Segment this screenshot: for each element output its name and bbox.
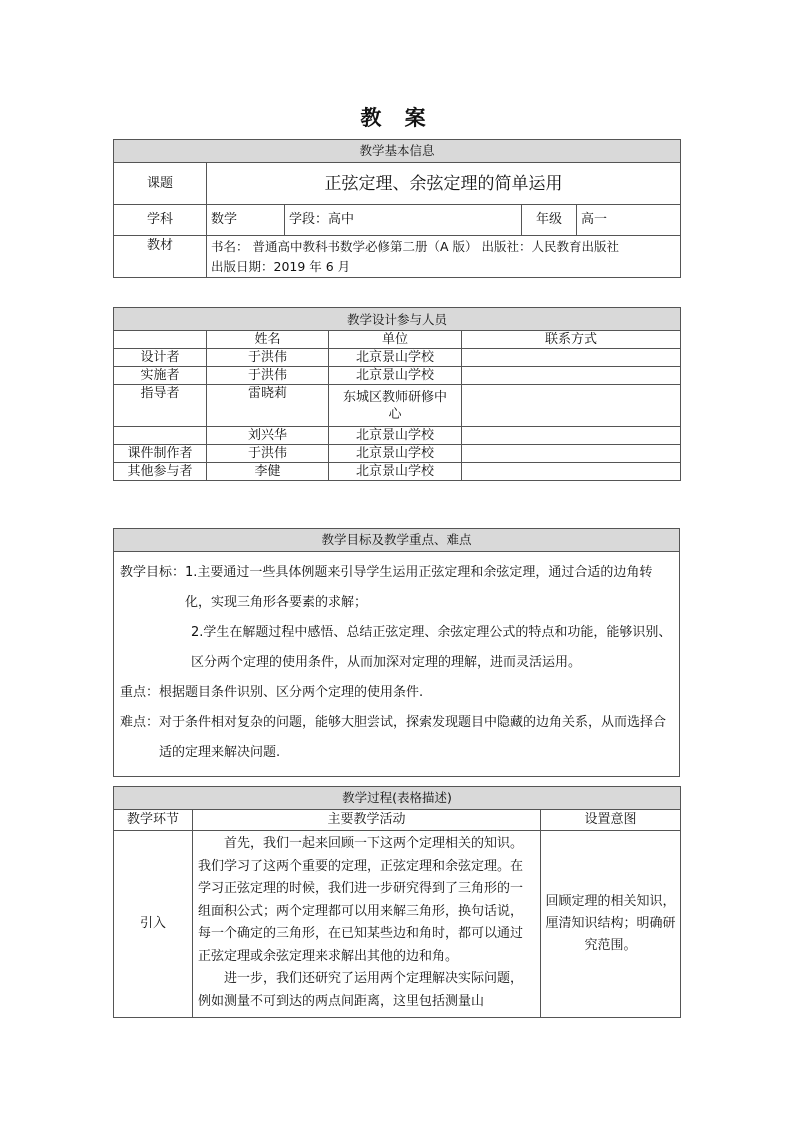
contact-cell	[462, 385, 681, 427]
role-cell: 其他参与者	[114, 463, 207, 481]
process-table	[113, 786, 681, 1018]
activity-paragraph-2: 进一步，我们还研究了运用两个定理解决实际问题，例如测量不可到达的两点间距离，这里包括测量山	[198, 971, 524, 1009]
table-row	[114, 463, 681, 481]
table-row	[114, 385, 681, 427]
role-cell: 实施者	[114, 367, 207, 385]
topic-value: 正弦定理、余弦定理的简单运用	[207, 163, 681, 205]
goal-2: 2.学生在解题过程中感悟、总结正弦定理、余弦定理公式的特点和功能，能够识别、区分两个定理的使用条件，从而加深对定理的理解，进而灵活运用。	[191, 625, 672, 670]
goals-header: 教学目标及教学重点、难点	[114, 529, 680, 552]
unit-cell: 北京景山学校	[329, 367, 462, 385]
textbook-label: 教材	[114, 236, 207, 278]
role-cell: 设计者	[114, 349, 207, 367]
goal-1: 1.主要通过一些具体例题来引导学生运用正弦定理和余弦定理，通过合适的边角转化，实现三角形各要素的求解；	[185, 565, 653, 610]
name-cell: 于洪伟	[207, 367, 329, 385]
process-header: 教学过程(表格描述)	[114, 787, 681, 810]
unit-cell: 北京景山学校	[329, 349, 462, 367]
col-activity: 主要教学活动	[193, 810, 541, 831]
unit-cell: 北京景山学校	[329, 445, 462, 463]
unit-cell: 北京景山学校	[329, 463, 462, 481]
goals-table	[113, 528, 680, 777]
col-role	[114, 331, 207, 349]
name-cell: 刘兴华	[207, 427, 329, 445]
stage-value: 高中	[328, 212, 355, 227]
table-row	[114, 349, 681, 367]
table-row	[114, 367, 681, 385]
subject-label: 学科	[114, 205, 207, 236]
col-name: 姓名	[207, 331, 329, 349]
col-stage: 教学环节	[114, 810, 193, 831]
topic-label: 课题	[114, 163, 207, 205]
textbook-line2: 出版日期：2019 年 6 月	[211, 258, 351, 274]
stage-label: 学段：	[289, 212, 329, 227]
grade-value: 高一	[577, 205, 681, 236]
name-cell: 于洪伟	[207, 349, 329, 367]
difficulty-text: 对于条件相对复杂的问题，能够大胆尝试，探索发现题目中隐藏的边角关系，从而选择合适的定理来解决问题.	[159, 715, 667, 760]
contact-cell	[462, 463, 681, 481]
stage-cell: 引入	[114, 831, 193, 1018]
stage-cell	[285, 205, 522, 236]
page-title: 教 案	[360, 105, 434, 130]
activity-paragraph-1: 首先，我们一起来回顾一下这两个定理相关的知识。我们学习了这两个重要的定理，正弦定理和余弦定理。在学习正弦定理的时候，我们进一步研究得到了三角形的一组面积公式；两个定理都可以用来解三角形，换句话说，每一个确定的三角形，在已知某些边和角时，都可以通过正弦定理或余弦定理来求解出其他的边和角。	[198, 836, 524, 964]
name-cell: 雷晓莉	[207, 385, 329, 427]
contact-cell	[462, 445, 681, 463]
col-intent: 设置意图	[541, 810, 681, 831]
textbook-line1: 书名： 普通高中教科书数学必修第二册（A 版） 出版社：人民教育出版社	[211, 238, 619, 254]
table-row	[114, 445, 681, 463]
basic-info-table	[113, 139, 681, 278]
contact-cell	[462, 349, 681, 367]
basic-info-header: 教学基本信息	[114, 140, 681, 163]
unit-cell: 北京景山学校	[329, 427, 462, 445]
intent-cell: 回顾定理的相关知识，厘清知识结构；明确研究范围。	[541, 831, 681, 1018]
key-text: 根据题目条件识别、区分两个定理的使用条件.	[159, 685, 424, 700]
col-unit: 单位	[329, 331, 462, 349]
col-contact: 联系方式	[462, 331, 681, 349]
role-cell	[114, 427, 207, 445]
table-row	[114, 427, 681, 445]
subject-value: 数学	[207, 205, 285, 236]
participants-table	[113, 307, 681, 481]
key-label: 重点：	[120, 685, 160, 700]
role-cell: 课件制作者	[114, 445, 207, 463]
goal-label: 教学目标：	[120, 565, 186, 580]
unit-cell: 东城区教师研修中心	[329, 385, 462, 427]
role-cell: 指导者	[114, 385, 207, 427]
participants-header: 教学设计参与人员	[114, 308, 681, 331]
contact-cell	[462, 367, 681, 385]
grade-label: 年级	[522, 205, 577, 236]
name-cell: 于洪伟	[207, 445, 329, 463]
difficulty-label: 难点：	[120, 715, 160, 730]
contact-cell	[462, 427, 681, 445]
name-cell: 李健	[207, 463, 329, 481]
